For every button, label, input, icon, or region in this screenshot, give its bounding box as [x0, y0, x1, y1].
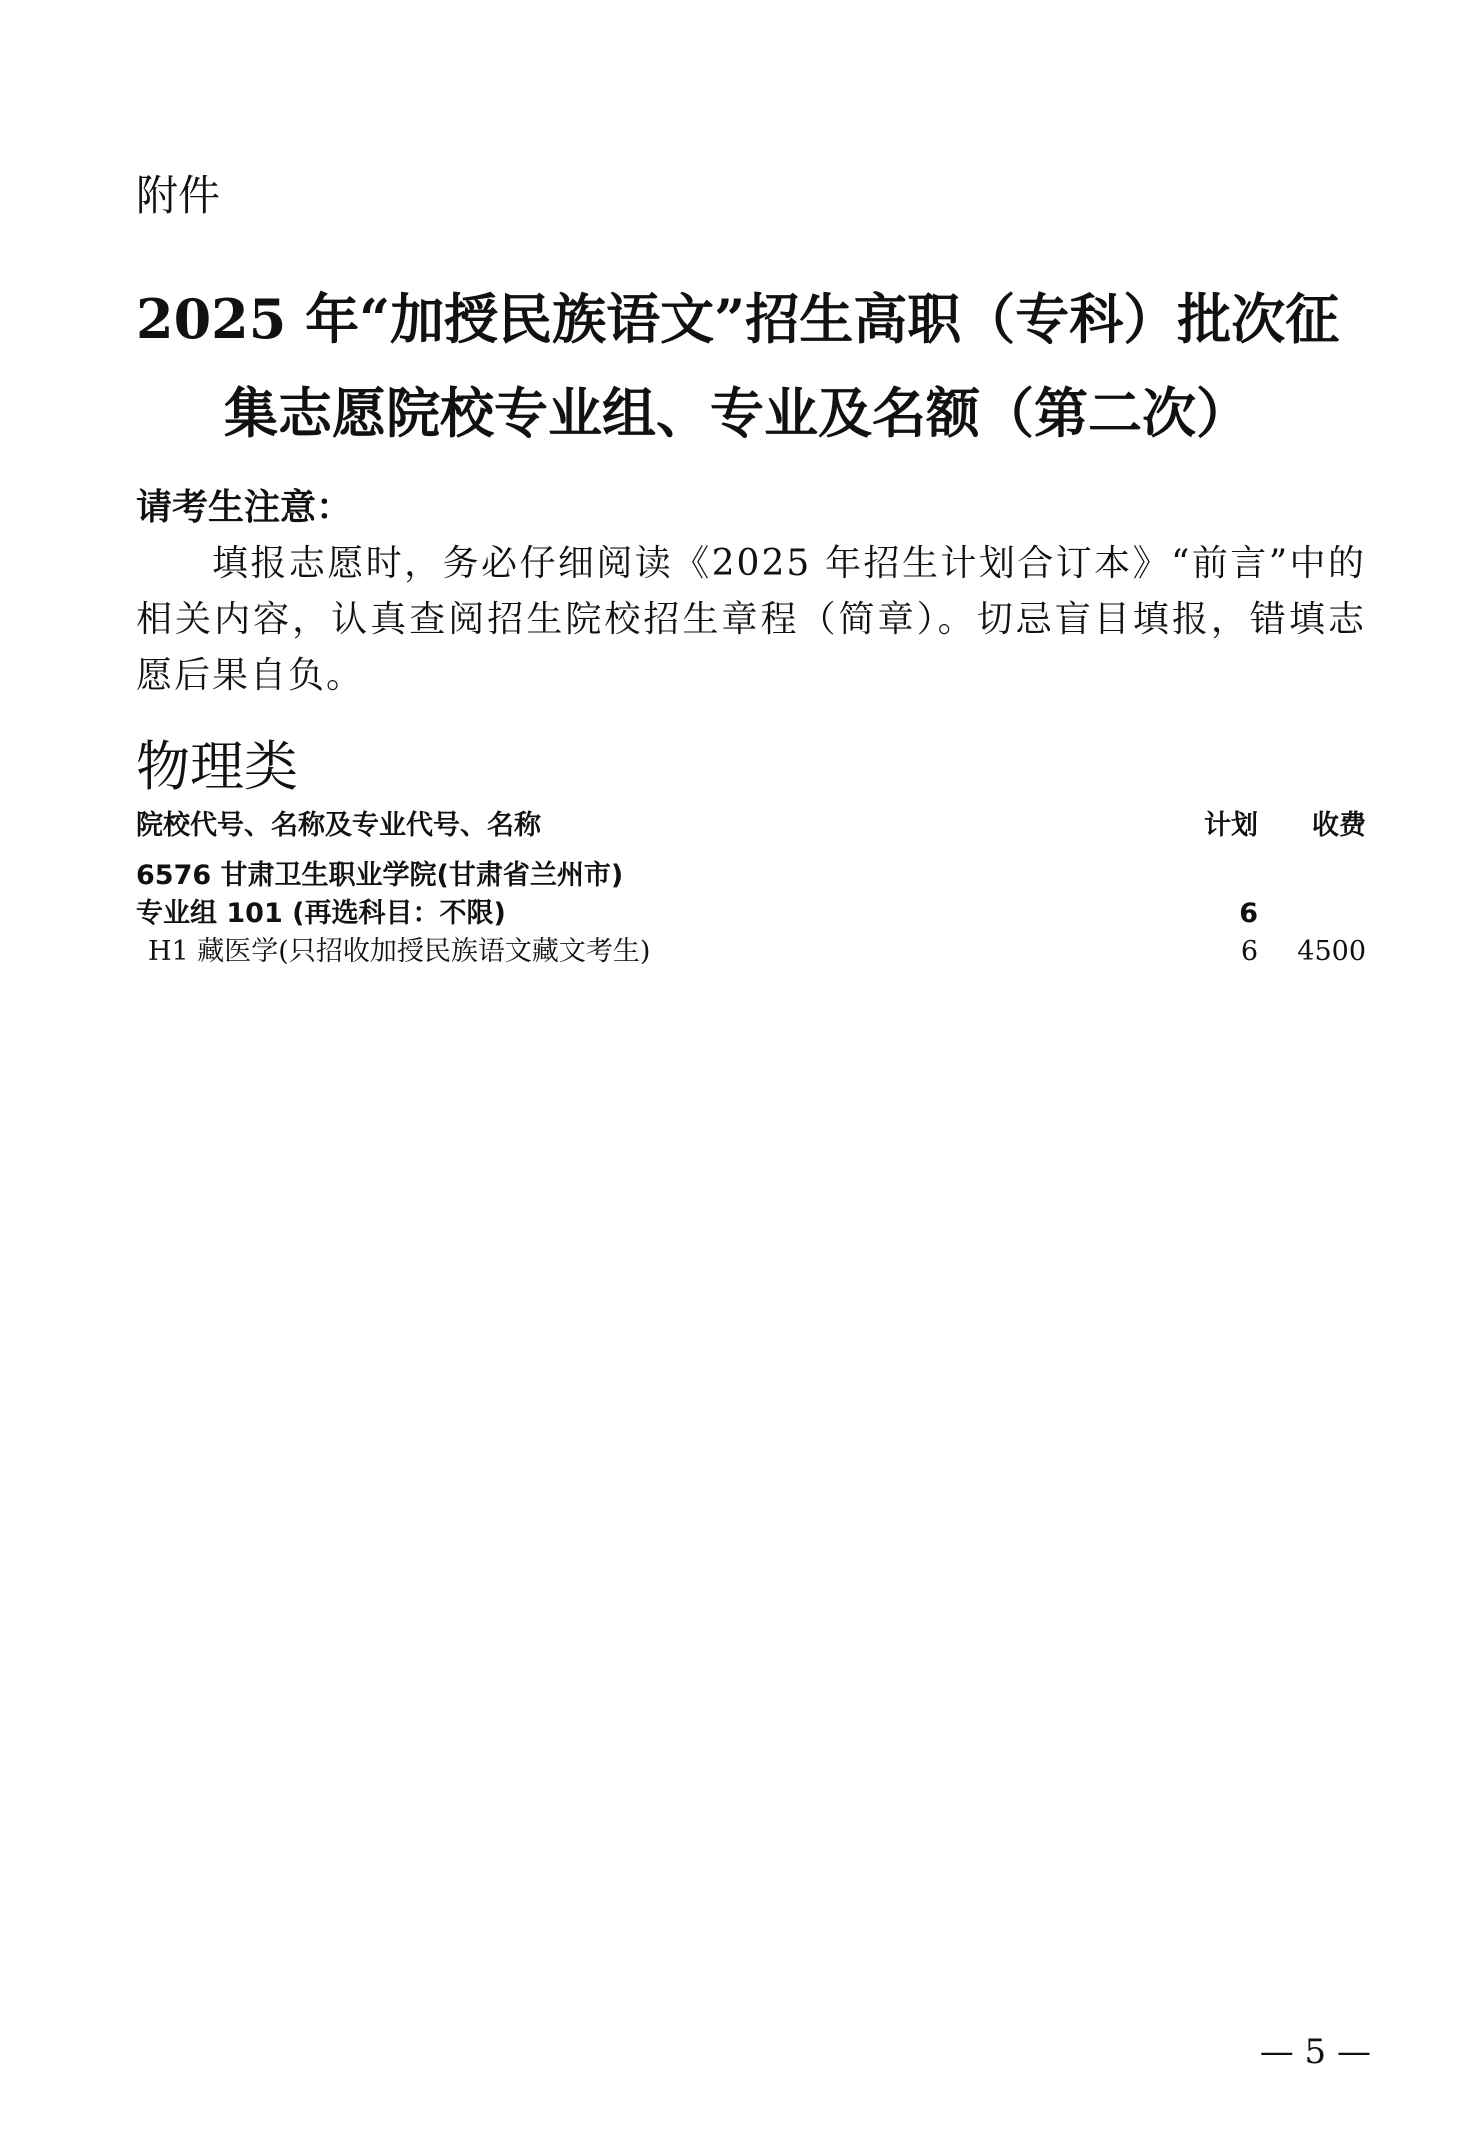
major-group-row — [136, 894, 1366, 934]
school-name: 6576 甘肃卫生职业学院(甘肃省兰州市) — [136, 860, 624, 891]
attachment-label: 附件 — [136, 171, 221, 220]
notice-heading: 请考生注意： — [136, 487, 353, 528]
page-number: — 5 — — [1259, 2032, 1371, 2072]
major-plan: 6 — [1240, 936, 1258, 967]
document-title — [136, 272, 1366, 460]
title-line-1: 2025 年“加授民族语文”招生高职（专科）批次征 — [136, 287, 1340, 351]
header-plan: 计划 — [1204, 810, 1258, 841]
table-header-row — [136, 806, 1366, 846]
header-fee: 收费 — [1312, 810, 1366, 841]
major-group-plan: 6 — [1239, 898, 1258, 929]
major-fee: 4500 — [1297, 936, 1366, 967]
major-name: H1 藏医学(只招收加授民族语文藏文考生) — [148, 936, 651, 967]
header-name: 院校代号、名称及专业代号、名称 — [136, 810, 541, 841]
title-line-2: 集志愿院校专业组、专业及名额（第二次） — [224, 381, 1250, 445]
notice-body: 填报志愿时，务必仔细阅读《2025 年招生计划合订本》“前言”中的相关内容，认真查阅招生院校招生章程（简章）。切忌盲目填报，错填志愿后果自负。 — [136, 543, 1366, 696]
major-row — [136, 932, 1366, 972]
major-group-name: 专业组 101 (再选科目：不限) — [136, 898, 506, 929]
school-row — [136, 856, 1366, 896]
category-heading: 物理类 — [136, 735, 298, 798]
